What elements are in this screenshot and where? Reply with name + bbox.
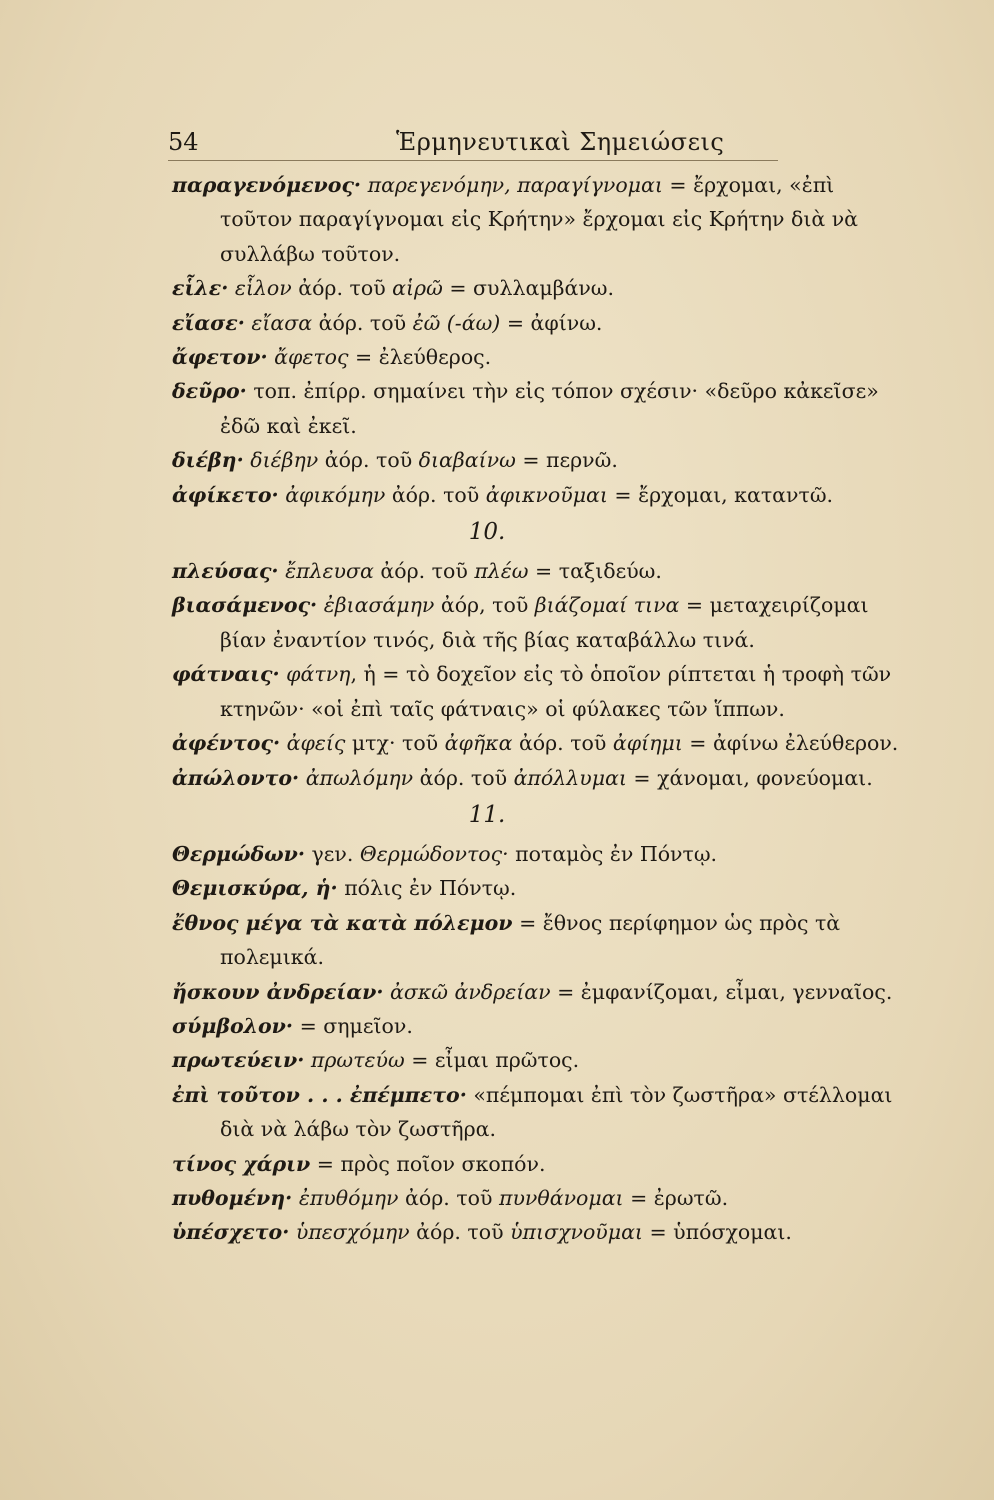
entry-form: ὑπεσχόμην bbox=[289, 1220, 410, 1245]
glossary-entry bbox=[172, 761, 912, 795]
entry-form: ἐπυθόμην bbox=[292, 1185, 399, 1210]
entry-lemma: πλεύσας· bbox=[172, 559, 279, 584]
entry-definition: ἀόρ. τοῦ bbox=[312, 310, 413, 335]
glossary-entry bbox=[172, 1181, 912, 1215]
entry-lemma: ἀφέντος· bbox=[172, 731, 281, 756]
entry-lemma: ἔθνος μέγα τὰ κατὰ πόλεμον bbox=[172, 910, 513, 935]
entry-definition: ποταμὸς ἐν Πόντῳ. bbox=[508, 841, 718, 866]
entry-definition: = ἔθνος περίφημον ὡς πρὸς τὰ πολεμικά. bbox=[220, 910, 841, 970]
entry-definition: = ταξιδεύω. bbox=[528, 559, 662, 584]
entry-form: ἀπωλόμην bbox=[299, 765, 414, 790]
entry-form: ἀφῆκα bbox=[444, 731, 513, 756]
glossary-entry bbox=[172, 271, 912, 305]
glossary-entry bbox=[172, 1043, 912, 1077]
section-number-11: 11. bbox=[468, 801, 506, 828]
glossary-entry bbox=[172, 906, 912, 975]
glossary-entry bbox=[172, 478, 912, 512]
entry-definition: ἀόρ. τοῦ bbox=[413, 765, 514, 790]
entry-form: εἴασα bbox=[244, 310, 313, 335]
glossary-entry bbox=[172, 554, 912, 588]
entry-definition: ἀόρ. τοῦ bbox=[385, 482, 486, 507]
entry-definition: ἀόρ. τοῦ bbox=[398, 1185, 499, 1210]
entry-lemma: βιασάμενος· bbox=[172, 593, 318, 618]
entry-form: ἐῶ (-άω) bbox=[412, 310, 501, 335]
glossary-entry bbox=[172, 1078, 912, 1147]
entry-lemma: τίνος χάριν bbox=[172, 1151, 311, 1176]
entry-definition: , ἡ = τὸ δοχεῖον εἰς τὸ ὁποῖον ρίπτεται ἡ τροφὴ τῶν κτηνῶν· «οἱ ἐπὶ ταῖς φάτναις» οἱ φύλακες τῶν ἵππων. bbox=[220, 662, 892, 721]
entry-definition: = χάνομαι, φονεύομαι. bbox=[626, 765, 873, 790]
entry-lemma: εἷλε· bbox=[172, 276, 229, 301]
entry-form: ἀσκῶ ἀνδρείαν bbox=[383, 979, 551, 1004]
entry-lemma: ἤσκουν ἀνδρείαν· bbox=[172, 979, 384, 1004]
glossary-group-10 bbox=[172, 554, 912, 795]
glossary-entry bbox=[172, 588, 912, 657]
entry-definition: = πρὸς ποῖον σκοπόν. bbox=[310, 1151, 546, 1176]
entry-definition: = ἀφίνω. bbox=[500, 310, 603, 335]
entry-definition: πόλις ἐν Πόντῳ. bbox=[337, 876, 517, 901]
entry-form: βιάζομαί τινα bbox=[534, 593, 680, 618]
entry-form: ἀπόλλυμαι bbox=[513, 765, 627, 790]
glossary-entry bbox=[172, 306, 912, 340]
entry-form: φάτνη bbox=[279, 662, 351, 687]
entry-form: ἄφετος bbox=[267, 345, 349, 370]
entry-definition: μτχ· τοῦ bbox=[345, 731, 445, 756]
glossary-entry bbox=[172, 1147, 912, 1181]
glossary-group-11 bbox=[172, 837, 912, 1250]
glossary-entry bbox=[172, 975, 912, 1009]
entry-form: ἔπλευσα bbox=[278, 559, 374, 584]
entry-definition: = εἶμαι πρῶτος. bbox=[404, 1048, 580, 1073]
header-rule bbox=[168, 160, 778, 161]
glossary-entry bbox=[172, 1009, 912, 1043]
entry-form: αἱρῶ bbox=[392, 276, 443, 301]
entry-definition: = συλλαμβάνω. bbox=[442, 276, 615, 301]
entry-lemma: εἴασε· bbox=[172, 310, 245, 335]
entry-definition: = περνῶ. bbox=[515, 448, 618, 473]
entry-form: διέβην bbox=[243, 448, 319, 473]
entry-form: πλέω bbox=[474, 559, 529, 584]
glossary-entry bbox=[172, 1215, 912, 1249]
entry-lemma: πυθομένη· bbox=[172, 1185, 293, 1210]
section-number-10: 10. bbox=[468, 519, 506, 546]
entry-form: διαβαίνω bbox=[418, 448, 516, 473]
entry-lemma: ἄφετον· bbox=[172, 345, 268, 370]
glossary-body bbox=[172, 168, 912, 1250]
entry-definition: «πέμπομαι ἐπὶ τὸν ζωστῆρα» στέλλομαι διὰ νὰ λάβω τὸν ζωστῆρα. bbox=[220, 1082, 893, 1142]
entry-definition: ἀόρ. τοῦ bbox=[291, 276, 393, 301]
entry-lemma: ἐπὶ τοῦτον . . . ἐπέμπετο· bbox=[172, 1082, 467, 1107]
entry-form: ἀφικόμην bbox=[278, 482, 386, 507]
entry-definition: = σημεῖον. bbox=[293, 1013, 413, 1038]
entry-definition: = ἐρωτῶ. bbox=[623, 1185, 729, 1210]
entry-form: ἐβιασάμην bbox=[317, 593, 435, 618]
entry-definition: = ὑπόσχομαι. bbox=[642, 1220, 792, 1245]
entry-form: πυνθάνομαι bbox=[498, 1185, 624, 1210]
entry-form: Θερμώδοντος· bbox=[359, 841, 509, 866]
entry-definition: = ἔρχομαι, «ἐπὶ τοῦτον παραγίγνομαι εἰς Κρήτην» ἔρχομαι εἰς Κρήτην διὰ νὰ συλλάβω τοῦτον. bbox=[220, 173, 859, 266]
entry-definition: ἀόρ. τοῦ bbox=[512, 731, 613, 756]
glossary-entry bbox=[172, 871, 912, 905]
entry-definition: γεν. bbox=[305, 841, 360, 866]
entry-form: ἀφίημι bbox=[612, 731, 683, 756]
entry-lemma: διέβη· bbox=[172, 448, 244, 473]
entry-lemma: δεῦρο· bbox=[172, 379, 247, 404]
entry-definition: = ἔρχομαι, καταντῶ. bbox=[607, 482, 834, 507]
entry-form: ὑπισχνοῦμαι bbox=[510, 1220, 643, 1245]
entry-definition: ἀόρ. τοῦ bbox=[318, 448, 419, 473]
entry-lemma: ἀφίκετο· bbox=[172, 482, 279, 507]
entry-lemma: ὑπέσχετο· bbox=[172, 1220, 290, 1245]
entry-form: ἀφείς bbox=[280, 731, 346, 756]
entry-lemma: παραγενόμενος· bbox=[172, 173, 362, 197]
entry-definition: = ἀφίνω ἐλεύθερον. bbox=[682, 731, 899, 756]
entry-lemma: Θεμισκύρα, ἡ· bbox=[172, 876, 338, 901]
entry-lemma: πρωτεύειν· bbox=[172, 1048, 305, 1073]
entry-form: παρεγενόμην, παραγίγνομαι bbox=[361, 173, 663, 197]
entry-form: πρωτεύω bbox=[304, 1048, 405, 1073]
glossary-entry bbox=[172, 443, 912, 477]
glossary-entry bbox=[172, 374, 912, 443]
entry-definition: τοπ. ἐπίρρ. σημαίνει τὴν εἰς τόπον σχέσιν· «δεῦρο κἀκεῖσε» ἐδῶ καὶ ἐκεῖ. bbox=[220, 379, 879, 438]
entry-lemma: σύμβολον· bbox=[172, 1013, 294, 1038]
glossary-entry bbox=[172, 657, 912, 726]
page-header bbox=[168, 128, 808, 168]
entry-definition: ἀόρ. τοῦ bbox=[409, 1220, 511, 1245]
running-title: Ἑρμηνευτικαὶ Σημειώσεις bbox=[396, 128, 725, 156]
glossary-entry bbox=[172, 168, 912, 271]
glossary-entry bbox=[172, 837, 912, 871]
page-number: 54 bbox=[168, 128, 199, 156]
entry-definition: = ἐμφανίζομαι, εἶμαι, γενναῖος. bbox=[550, 979, 893, 1004]
entry-form: εἷλον bbox=[228, 276, 292, 301]
entry-definition: = ἐλεύθερος. bbox=[348, 345, 492, 370]
entry-lemma: Θερμώδων· bbox=[172, 841, 306, 866]
entry-lemma: ἀπώλοντο· bbox=[172, 765, 300, 790]
entry-definition: ἀόρ, τοῦ bbox=[434, 593, 535, 618]
entry-form: ἀφικνοῦμαι bbox=[485, 482, 608, 507]
entry-lemma: φάτναις· bbox=[172, 662, 280, 687]
glossary-entry bbox=[172, 726, 912, 760]
glossary-entry bbox=[172, 340, 912, 374]
entry-definition: = μεταχειρίζομαι βίαν ἐναντίον τινός, διὰ τῆς βίας καταβάλλω τινά. bbox=[220, 593, 869, 652]
entry-definition: ἀόρ. τοῦ bbox=[373, 559, 475, 584]
glossary-group-9 bbox=[172, 168, 912, 512]
